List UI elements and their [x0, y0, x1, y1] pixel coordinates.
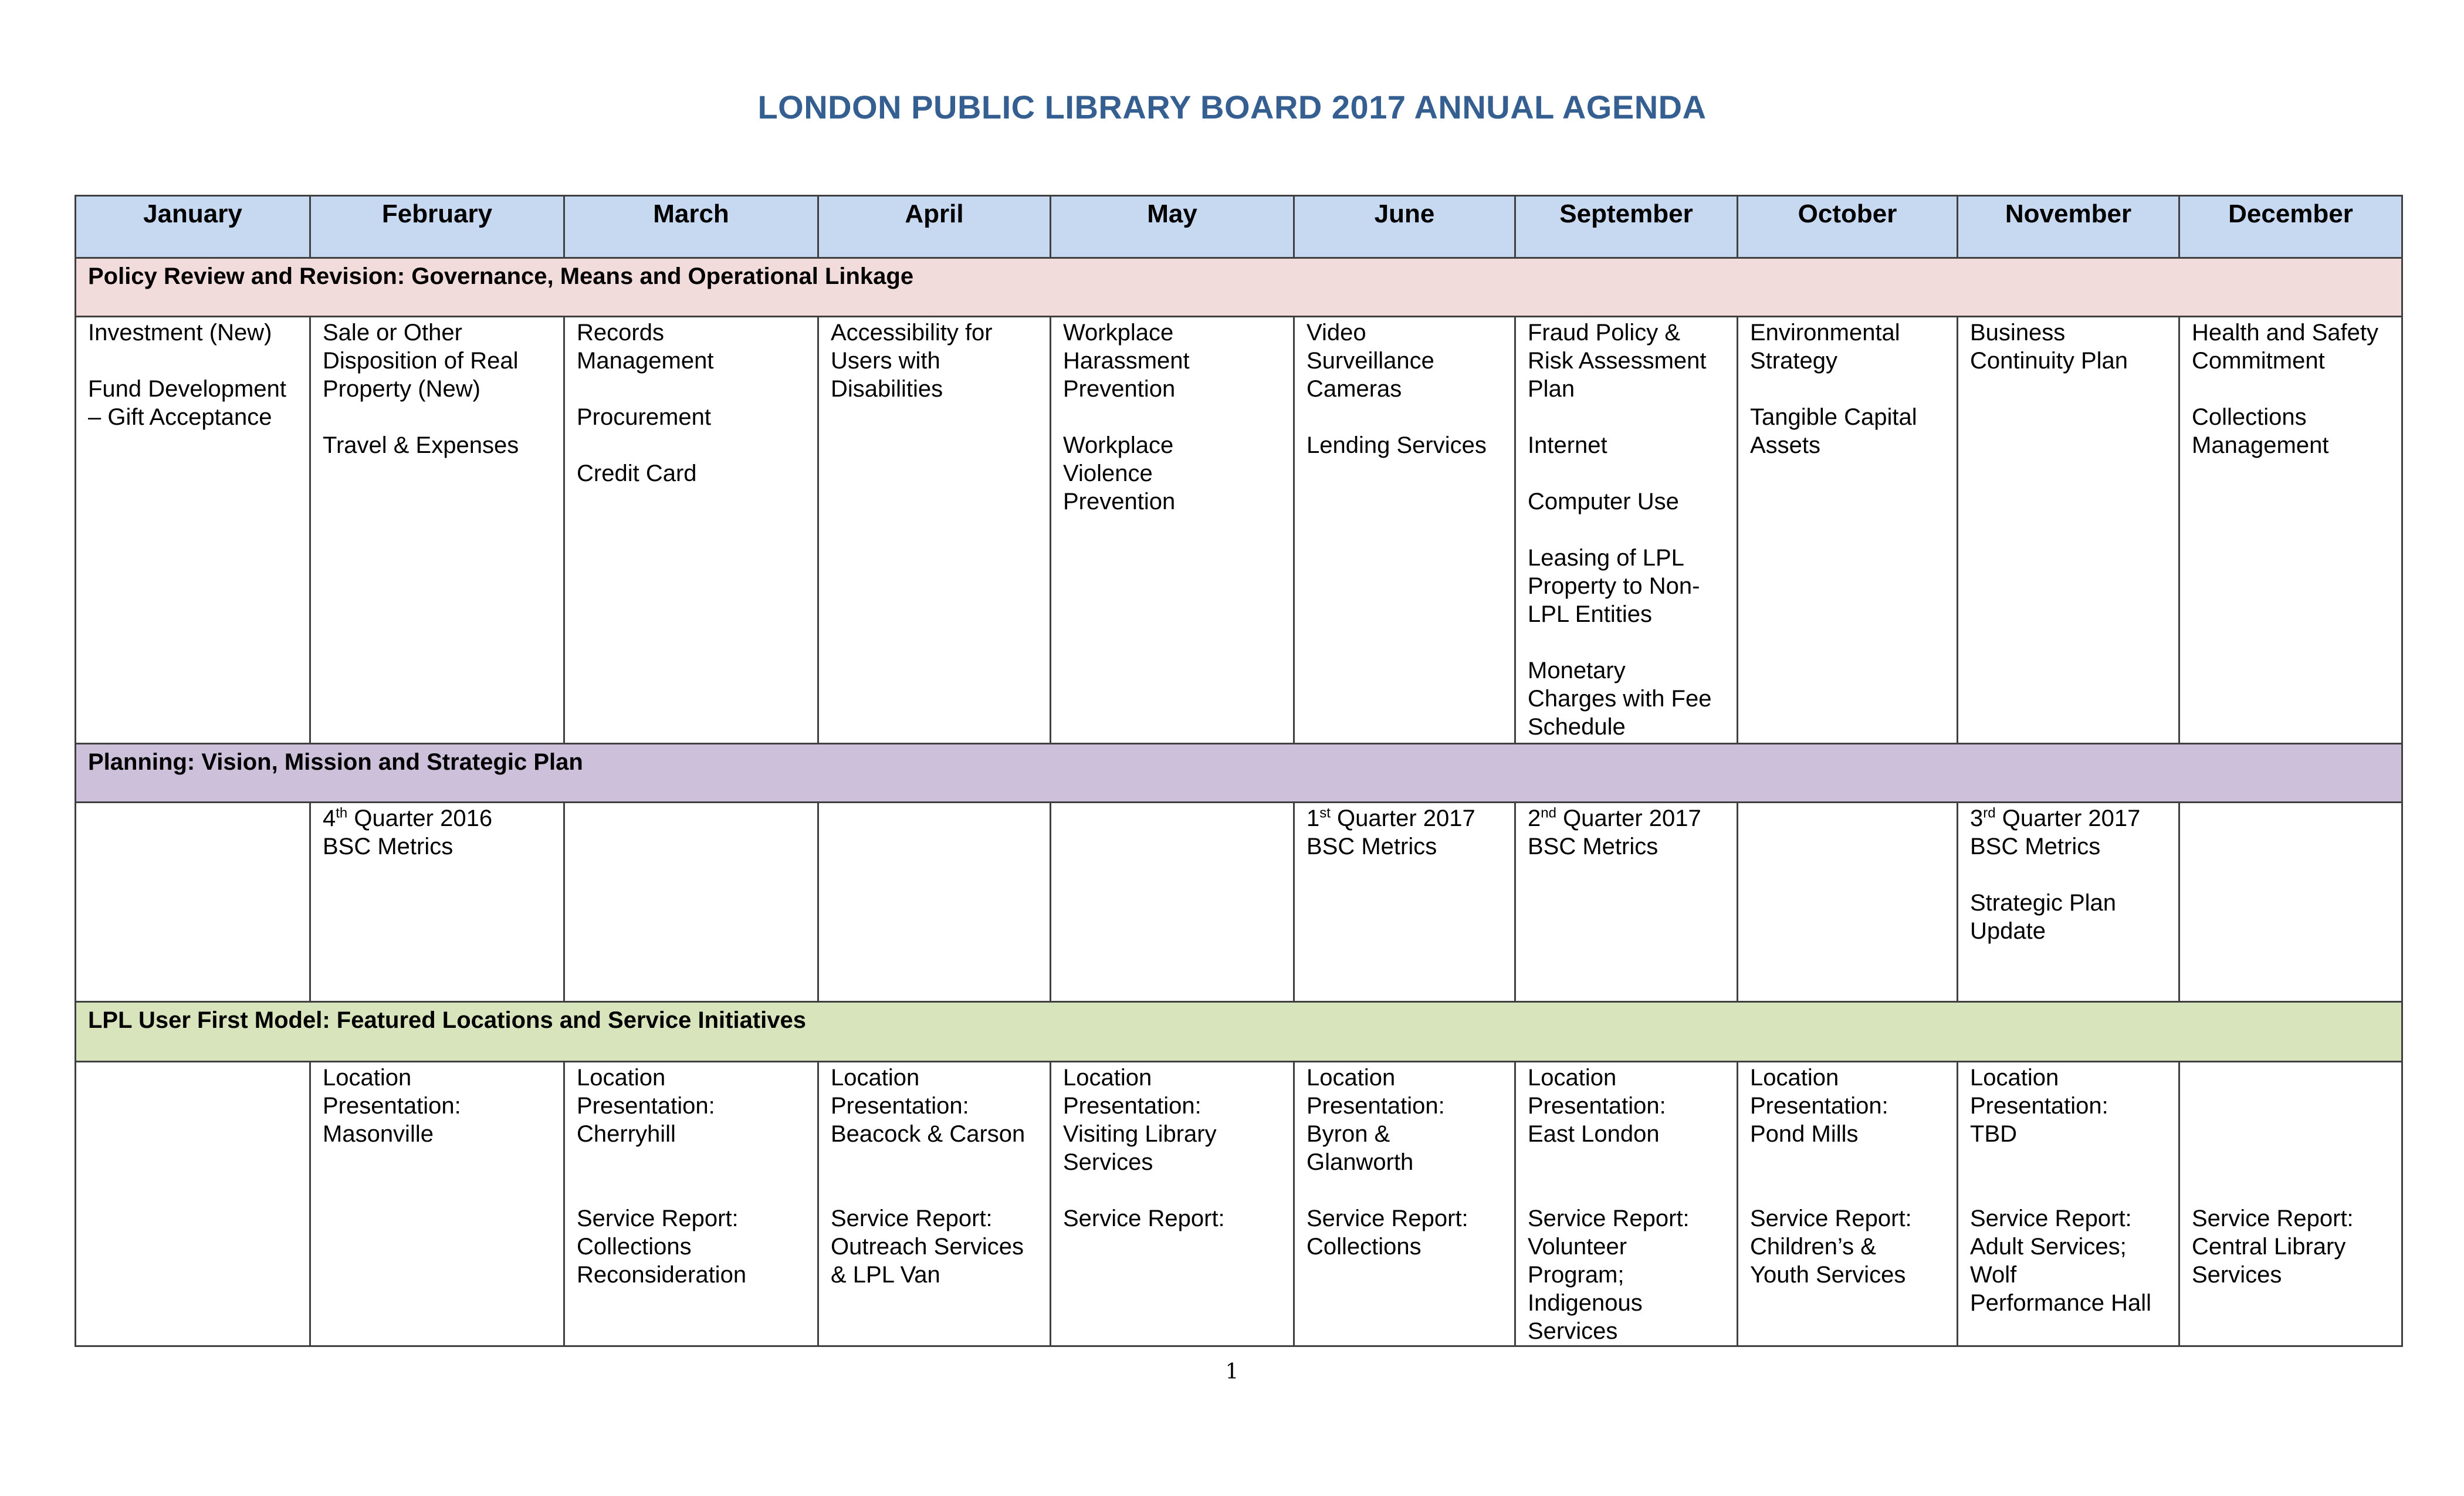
- agenda-item-line: Service Report:: [1063, 1206, 1225, 1231]
- agenda-item-line: Property (New): [323, 376, 480, 402]
- month-header-october: October: [1738, 196, 1958, 258]
- agenda-item-line: Central Library: [2192, 1234, 2346, 1260]
- agenda-item-line: Strategy: [1750, 348, 1837, 374]
- agenda-item-line: Presentation:: [1528, 1093, 1666, 1119]
- agenda-item-line: Youth Services: [1750, 1262, 1906, 1288]
- agenda-item-line: Travel & Expenses: [323, 432, 519, 458]
- agenda-item-line: Beacock & Carson: [831, 1121, 1025, 1147]
- section-heading: Planning: Vision, Mission and Strategic Plan: [76, 744, 2402, 803]
- agenda-item-line: Charges with Fee: [1528, 686, 1712, 712]
- agenda-item-line: Accessibility for: [831, 320, 993, 346]
- agenda-item-line: Performance Hall: [1970, 1290, 2152, 1316]
- month-header-april: April: [818, 196, 1051, 258]
- section-heading-row: [76, 1002, 2402, 1062]
- agenda-cell-december: [2179, 1062, 2402, 1346]
- annual-agenda-table: [75, 195, 2403, 1347]
- page-title: LONDON PUBLIC LIBRARY BOARD 2017 ANNUAL AGENDA: [757, 89, 1707, 126]
- section-content-row: [76, 803, 2402, 1002]
- agenda-item-line: Fraud Policy &: [1528, 320, 1681, 346]
- agenda-cell-april: [818, 803, 1051, 1002]
- agenda-item-line: Children’s &: [1750, 1234, 1876, 1260]
- agenda-item-line: Services: [2192, 1262, 2282, 1288]
- agenda-item-line: Harassment: [1063, 348, 1190, 374]
- month-header-june: June: [1294, 196, 1515, 258]
- section-heading: LPL User First Model: Featured Locations and Service Initiatives: [76, 1002, 2402, 1062]
- agenda-item-line: Computer Use: [1528, 489, 1679, 515]
- agenda-item-line: Surveillance: [1307, 348, 1434, 374]
- agenda-item-line: Service Report:: [1750, 1206, 1912, 1231]
- agenda-item-line: Continuity Plan: [1970, 348, 2128, 374]
- agenda-cell-may: [1051, 317, 1294, 744]
- agenda-item-line: Presentation:: [1970, 1093, 2108, 1119]
- agenda-item-line: Sale or Other: [323, 320, 462, 346]
- agenda-item-line: Tangible Capital: [1750, 404, 1917, 430]
- agenda-item-line: Management: [2192, 432, 2329, 458]
- agenda-item-line: Presentation:: [323, 1093, 461, 1119]
- quarter-number: 2: [1528, 805, 1541, 831]
- agenda-cell-january: [76, 803, 310, 1002]
- section-heading-row: [76, 258, 2402, 317]
- agenda-cell-october: [1738, 1062, 1958, 1346]
- agenda-item-line: Schedule: [1528, 714, 1626, 740]
- agenda-item-line: Environmental: [1750, 320, 1900, 346]
- agenda-item-line: Users with: [831, 348, 940, 374]
- agenda-item-line: Internet: [1528, 432, 1607, 458]
- agenda-item-line: Commitment: [2192, 348, 2325, 374]
- agenda-item-line: Violence: [1063, 461, 1153, 486]
- month-header-may: May: [1051, 196, 1294, 258]
- ordinal-suffix: th: [336, 805, 348, 821]
- agenda-item-line: Volunteer: [1528, 1234, 1627, 1260]
- agenda-item-line: Video: [1307, 320, 1366, 346]
- agenda-item-line: Visiting Library: [1063, 1121, 1217, 1147]
- agenda-item-line: East London: [1528, 1121, 1660, 1147]
- agenda-item-line: Location: [1063, 1065, 1152, 1091]
- agenda-cell-september: [1515, 803, 1738, 1002]
- agenda-item-line: Workplace: [1063, 320, 1174, 346]
- agenda-item-line: Disposition of Real: [323, 348, 519, 374]
- agenda-cell-april: [818, 317, 1051, 744]
- agenda-item-line: Workplace: [1063, 432, 1174, 458]
- agenda-item-line: – Gift Acceptance: [88, 404, 272, 430]
- agenda-item-line: Cameras: [1307, 376, 1402, 402]
- agenda-cell-march: [564, 803, 818, 1002]
- agenda-item-line: Update: [1970, 918, 2046, 944]
- agenda-cell-february: [310, 1062, 564, 1346]
- agenda-cell-march: [564, 317, 818, 744]
- page-number: 1: [1225, 1360, 1239, 1384]
- agenda-item-line: Records: [577, 320, 664, 346]
- month-header-september: September: [1515, 196, 1738, 258]
- agenda-item-line: Assets: [1750, 432, 1821, 458]
- agenda-item-line: Location: [1528, 1065, 1617, 1091]
- agenda-cell-january: [76, 317, 310, 744]
- month-header-february: February: [310, 196, 564, 258]
- ordinal-suffix: rd: [1983, 805, 1996, 821]
- agenda-item-line: BSC Metrics: [1528, 834, 1659, 859]
- agenda-item-line: Risk Assessment: [1528, 348, 1707, 374]
- agenda-item-line: Prevention: [1063, 376, 1176, 402]
- agenda-item-line: LPL Entities: [1528, 601, 1652, 627]
- agenda-item-line: Adult Services;: [1970, 1234, 2127, 1260]
- agenda-item-line: Procurement: [577, 404, 711, 430]
- agenda-item-line: Service Report:: [1307, 1206, 1468, 1231]
- agenda-item-line: Service Report:: [577, 1206, 739, 1231]
- agenda-item-line: Service Report:: [831, 1206, 993, 1231]
- agenda-cell-november: [1958, 317, 2179, 744]
- month-header-row: [76, 196, 2402, 258]
- agenda-item-line: Management: [577, 348, 714, 374]
- agenda-item-line: Collections: [2192, 404, 2307, 430]
- agenda-item-line: Health and Safety: [2192, 320, 2378, 346]
- agenda-cell-may: [1051, 1062, 1294, 1346]
- agenda-item-line: Disabilities: [831, 376, 943, 402]
- agenda-item-line: Lending Services: [1307, 432, 1487, 458]
- agenda-cell-february: [310, 803, 564, 1002]
- agenda-item-line: Leasing of LPL: [1528, 545, 1684, 571]
- agenda-item-line: Business: [1970, 320, 2066, 346]
- agenda-item-line: Location: [577, 1065, 666, 1091]
- section-content-row: [76, 1062, 2402, 1346]
- agenda-item-line: Location: [1970, 1065, 2059, 1091]
- agenda-item-line: Presentation:: [1750, 1093, 1888, 1119]
- agenda-cell-december: [2179, 803, 2402, 1002]
- agenda-item-line: Masonville: [323, 1121, 434, 1147]
- agenda-item-line: & LPL Van: [831, 1262, 940, 1288]
- month-header-january: January: [76, 196, 310, 258]
- ordinal-suffix: nd: [1541, 805, 1556, 821]
- agenda-item-line: Presentation:: [1307, 1093, 1445, 1119]
- agenda-item-line: Wolf: [1970, 1262, 2017, 1288]
- quarter-number: 3: [1970, 805, 1984, 831]
- agenda-cell-september: [1515, 1062, 1738, 1346]
- agenda-cell-april: [818, 1062, 1051, 1346]
- agenda-item-line: Fund Development: [88, 376, 286, 402]
- section-heading: Policy Review and Revision: Governance, Means and Operational Linkage: [76, 258, 2402, 317]
- agenda-item-line: Service Report:: [1528, 1206, 1690, 1231]
- agenda-cell-october: [1738, 317, 1958, 744]
- quarter-number: 4: [323, 805, 336, 831]
- agenda-item-line: Monetary: [1528, 658, 1626, 683]
- agenda-item-line: Credit Card: [577, 461, 697, 486]
- agenda-cell-june: [1294, 317, 1515, 744]
- agenda-item-line: Pond Mills: [1750, 1121, 1859, 1147]
- agenda-item-line: Outreach Services: [831, 1234, 1024, 1260]
- agenda-item-line: Presentation:: [577, 1093, 715, 1119]
- month-header-march: March: [564, 196, 818, 258]
- agenda-item-line: Cherryhill: [577, 1121, 676, 1147]
- agenda-item-line: Presentation:: [1063, 1093, 1201, 1119]
- agenda-item-line: Services: [1063, 1149, 1153, 1175]
- agenda-cell-march: [564, 1062, 818, 1346]
- agenda-item-line: Prevention: [1063, 489, 1176, 515]
- quarter-label: [1307, 804, 1502, 832]
- agenda-item-line: BSC Metrics: [323, 834, 453, 859]
- section-heading-row: [76, 744, 2402, 803]
- quarter-label: [323, 804, 551, 832]
- agenda-cell-may: [1051, 803, 1294, 1002]
- agenda-item-line: BSC Metrics: [1307, 834, 1437, 859]
- agenda-item-line: Program;: [1528, 1262, 1624, 1288]
- agenda-cell-november: [1958, 1062, 2179, 1346]
- agenda-cell-december: [2179, 317, 2402, 744]
- quarter-text: Quarter 2017: [1556, 805, 1701, 831]
- agenda-item-line: Services: [1528, 1318, 1618, 1344]
- agenda-item-line: Service Report:: [2192, 1206, 2354, 1231]
- agenda-item-line: Property to Non-: [1528, 573, 1700, 599]
- agenda-item-line: Strategic Plan: [1970, 890, 2117, 916]
- agenda-item-line: Location: [323, 1065, 412, 1091]
- month-header-december: December: [2179, 196, 2402, 258]
- quarter-text: Quarter 2016: [347, 805, 493, 831]
- agenda-item-line: Indigenous: [1528, 1290, 1643, 1316]
- quarter-text: Quarter 2017: [1995, 805, 2141, 831]
- quarter-label: [1970, 804, 2167, 832]
- ordinal-suffix: st: [1319, 805, 1331, 821]
- agenda-item-line: Collections: [577, 1234, 692, 1260]
- agenda-item-line: Byron &: [1307, 1121, 1390, 1147]
- section-content-row: [76, 317, 2402, 744]
- agenda-item-line: Location: [831, 1065, 920, 1091]
- agenda-cell-october: [1738, 803, 1958, 1002]
- agenda-item-line: Glanworth: [1307, 1149, 1414, 1175]
- agenda-item-line: Location: [1307, 1065, 1396, 1091]
- agenda-cell-february: [310, 317, 564, 744]
- agenda-item-line: Investment (New): [88, 320, 272, 346]
- agenda-cell-june: [1294, 1062, 1515, 1346]
- month-header-november: November: [1958, 196, 2179, 258]
- agenda-cell-september: [1515, 317, 1738, 744]
- quarter-text: Quarter 2017: [1330, 805, 1475, 831]
- agenda-item-line: Plan: [1528, 376, 1575, 402]
- agenda-item-line: Service Report:: [1970, 1206, 2132, 1231]
- quarter-number: 1: [1307, 805, 1320, 831]
- agenda-item-line: Reconsideration: [577, 1262, 747, 1288]
- agenda-item-line: Collections: [1307, 1234, 1421, 1260]
- agenda-item-line: Presentation:: [831, 1093, 969, 1119]
- agenda-item-line: TBD: [1970, 1121, 2017, 1147]
- agenda-item-line: Location: [1750, 1065, 1839, 1091]
- quarter-label: [1528, 804, 1725, 832]
- agenda-cell-june: [1294, 803, 1515, 1002]
- agenda-cell-november: [1958, 803, 2179, 1002]
- agenda-cell-january: [76, 1062, 310, 1346]
- agenda-item-line: BSC Metrics: [1970, 834, 2101, 859]
